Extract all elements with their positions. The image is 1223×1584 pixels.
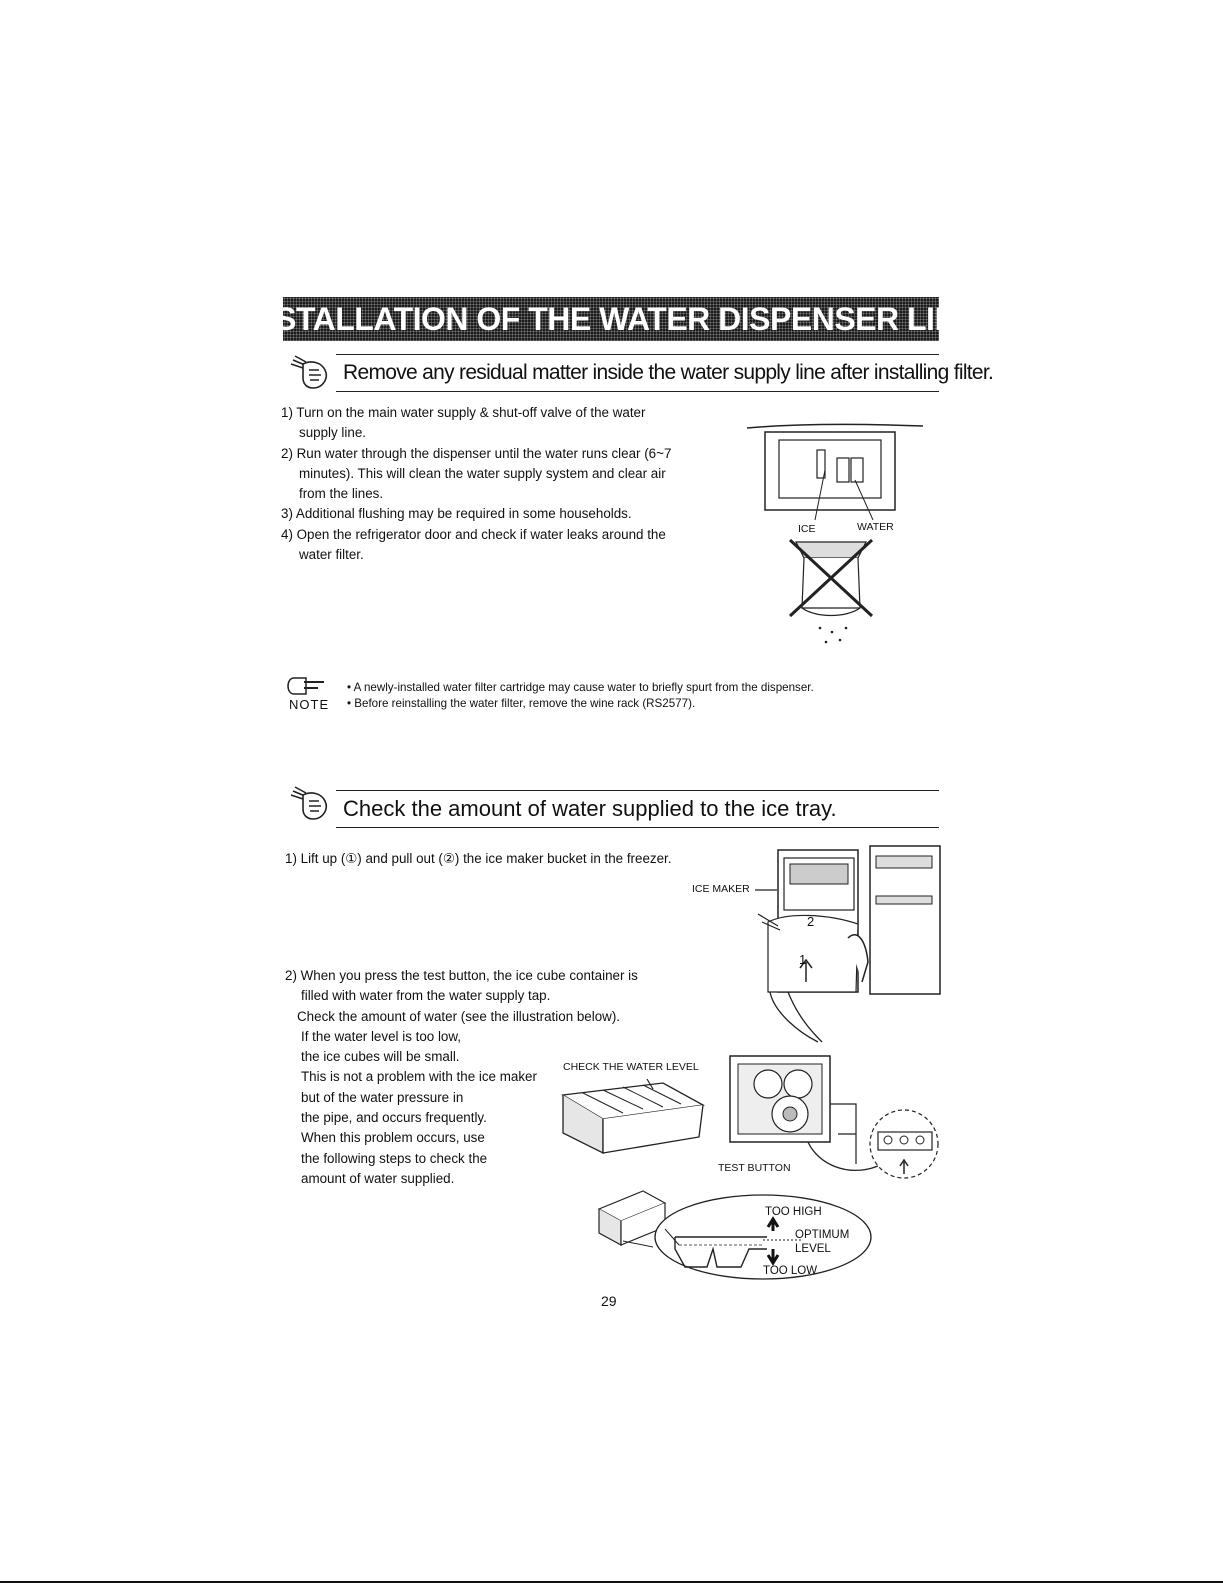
ice-tray-illustration bbox=[553, 1075, 708, 1155]
label-too-low: TOO LOW bbox=[763, 1265, 818, 1277]
pointing-hand-icon bbox=[289, 787, 331, 823]
filter-leak-illustration bbox=[786, 538, 878, 648]
step-line: This is not a problem with the ice maker bbox=[301, 1069, 537, 1085]
section-rule-bottom bbox=[336, 827, 939, 828]
label-optimum: OPTIMUM bbox=[795, 1229, 850, 1241]
step-line: amount of water supplied. bbox=[301, 1170, 455, 1186]
label-ice-maker: ICE MAKER bbox=[692, 883, 750, 895]
section1-title: Remove any residual matter inside the water supply line after installing filter. bbox=[343, 361, 994, 384]
note-hand-icon bbox=[284, 676, 330, 696]
page-number: 29 bbox=[601, 1293, 617, 1309]
step-item: 1) Turn on the main water supply & shut-off valve of the water supply line. bbox=[281, 405, 646, 441]
step-item: 2) Run water through the dispenser until the water runs clear (6~7 minutes). This will clean the water supply system and clear air from the lines. bbox=[281, 445, 672, 502]
step-line: filled with water from the water supply tap. bbox=[301, 988, 551, 1004]
section-rule-top bbox=[336, 790, 939, 791]
label-number-2: 2 bbox=[807, 914, 815, 929]
note-text bbox=[347, 680, 814, 711]
ice-maker-freezer-illustration bbox=[758, 842, 943, 1047]
step-line: the ice cubes will be small. bbox=[301, 1049, 460, 1065]
label-check-water-level: CHECK THE WATER LEVEL bbox=[563, 1061, 699, 1073]
section2-title: Check the amount of water supplied to the ice tray. bbox=[343, 796, 837, 821]
step-line: the pipe, and occurs frequently. bbox=[301, 1110, 487, 1126]
step-item: 4) Open the refrigerator door and check if water leaks around the water filter. bbox=[281, 526, 666, 563]
step-item: 3) Additional flushing may be required in some households. bbox=[281, 506, 632, 522]
label-water: WATER bbox=[857, 521, 894, 533]
page-banner-title: INSTALLATION OF THE WATER DISPENSER LINE bbox=[283, 297, 939, 341]
step-line: 2) When you press the test button, the ice cube container is bbox=[285, 968, 638, 983]
note-line: • Before reinstalling the water filter, remove the wine rack (RS2577). bbox=[347, 696, 696, 710]
note-label: NOTE bbox=[289, 697, 330, 712]
step-line: If the water level is too low, bbox=[301, 1028, 462, 1044]
label-ice: ICE bbox=[798, 523, 816, 535]
dispenser-illustration bbox=[745, 420, 925, 520]
step-line: the following steps to check the bbox=[301, 1150, 488, 1166]
label-number-1: 1 bbox=[799, 952, 807, 967]
pointing-hand-icon bbox=[289, 356, 331, 392]
label-level: LEVEL bbox=[795, 1243, 831, 1255]
step-line: but of the water pressure in bbox=[301, 1089, 464, 1105]
section2-step1: 1) Lift up (①) and pull out (②) the ice maker bucket in the freezer. bbox=[285, 851, 672, 866]
note-line: • A newly-installed water filter cartridge may cause water to briefly spurt from the dispenser. bbox=[347, 681, 814, 694]
label-test-button: TEST BUTTON bbox=[718, 1162, 791, 1174]
label-too-high: TOO HIGH bbox=[765, 1206, 822, 1218]
section-rule-top bbox=[336, 354, 939, 355]
ice-maker-leader-line bbox=[755, 889, 780, 893]
section1-steps bbox=[281, 403, 681, 565]
page-bottom-edge bbox=[0, 1581, 1223, 1583]
step-line: Check the amount of water (see the illustration below). bbox=[297, 1008, 621, 1024]
section-rule-bottom bbox=[336, 391, 939, 392]
step-line: When this problem occurs, use bbox=[301, 1130, 485, 1146]
